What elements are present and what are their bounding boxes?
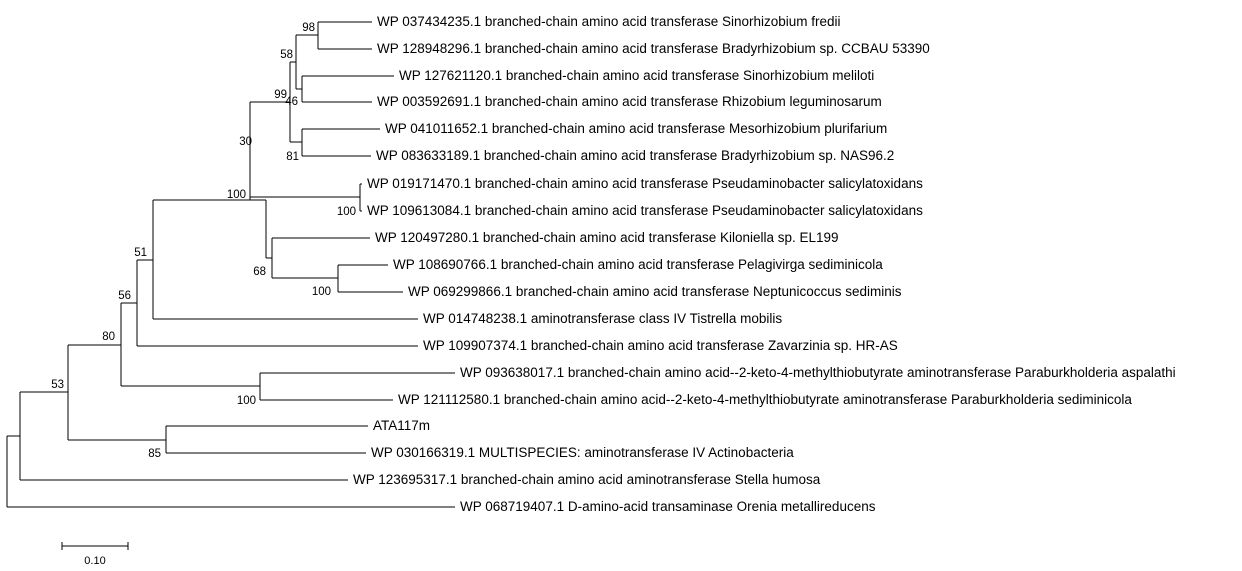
bootstrap-value: 85: [148, 448, 161, 460]
leaf-labels: [353, 14, 1176, 514]
vertical-connectors: [7, 22, 360, 507]
bootstrap-values: [51, 22, 356, 460]
bootstrap-value: 100: [226, 189, 246, 201]
leaf-label: WP 069299866.1 branched-chain amino acid transferase Neptunicoccus sediminis: [408, 284, 902, 299]
leaf-label: WP 128948296.1 branched-chain amino acid transferase Bradyrhizobium sp. CCBAU 53390: [377, 41, 930, 56]
leaf-label: WP 108690766.1 branched-chain amino acid transferase Pelagivirga sediminicola: [393, 257, 883, 272]
bootstrap-value: 99: [274, 89, 287, 101]
leaf-label: WP 003592691.1 branched-chain amino acid transferase Rhizobium leguminosarum: [377, 94, 882, 109]
leaf-label: WP 041011652.1 branched-chain amino acid transferase Mesorhizobium plurifarium: [385, 121, 888, 136]
leaf-label: WP 123695317.1 branched-chain amino acid aminotransferase Stella humosa: [353, 472, 821, 487]
bootstrap-value: 100: [311, 286, 331, 298]
bootstrap-value: 46: [285, 96, 298, 108]
scale-bar-label: 0.10: [84, 555, 106, 567]
leaf-label: WP 109613084.1 branched-chain amino acid transferase Pseudaminobacter salicylatoxidans: [367, 203, 923, 218]
leaf-label: ATA117m: [373, 418, 431, 433]
bootstrap-value: 80: [102, 331, 115, 343]
leaf-label: WP 014748238.1 aminotransferase class IV Tistrella mobilis: [423, 311, 783, 326]
leaf-label: WP 127621120.1 branched-chain amino acid transferase Sinorhizobium meliloti: [399, 68, 875, 83]
bootstrap-value: 100: [236, 395, 256, 407]
leaf-label: WP 030166319.1 MULTISPECIES: aminotransferase IV Actinobacteria: [371, 445, 794, 460]
leaf-label: WP 093638017.1 branched-chain amino acid--2-keto-4-methylthiobutyrate aminotransferase Paraburkholderia aspalathi: [460, 365, 1176, 380]
bootstrap-value: 51: [134, 247, 147, 259]
leaf-label: WP 068719407.1 D-amino-acid transaminase Orenia metallireducens: [460, 499, 876, 514]
scale-bar: [62, 542, 128, 567]
bootstrap-value: 100: [336, 206, 356, 218]
leaf-label: WP 037434235.1 branched-chain amino acid transferase Sinorhizobium fredii: [377, 14, 841, 29]
leaf-label: WP 109907374.1 branched-chain amino acid transferase Zavarzinia sp. HR-AS: [423, 338, 898, 353]
leaf-label: WP 120497280.1 branched-chain amino acid transferase Kiloniella sp. EL199: [375, 230, 839, 245]
bootstrap-value: 53: [51, 379, 64, 391]
leaf-label: WP 019171470.1 branched-chain amino acid transferase Pseudaminobacter salicylatoxidans: [367, 176, 923, 191]
bootstrap-value: 30: [239, 136, 252, 148]
bootstrap-value: 68: [253, 266, 266, 278]
leaf-label: WP 121112580.1 branched-chain amino acid--2-keto-4-methylthiobutyrate aminotransferase Paraburkholderia sediminicola: [398, 392, 1132, 407]
bootstrap-value: 58: [280, 49, 293, 61]
bootstrap-value: 56: [118, 290, 131, 302]
leaf-label: WP 083633189.1 branched-chain amino acid transferase Bradyrhizobium sp. NAS96.2: [376, 148, 895, 163]
bootstrap-value: 81: [286, 151, 299, 163]
bootstrap-value: 98: [302, 22, 315, 34]
